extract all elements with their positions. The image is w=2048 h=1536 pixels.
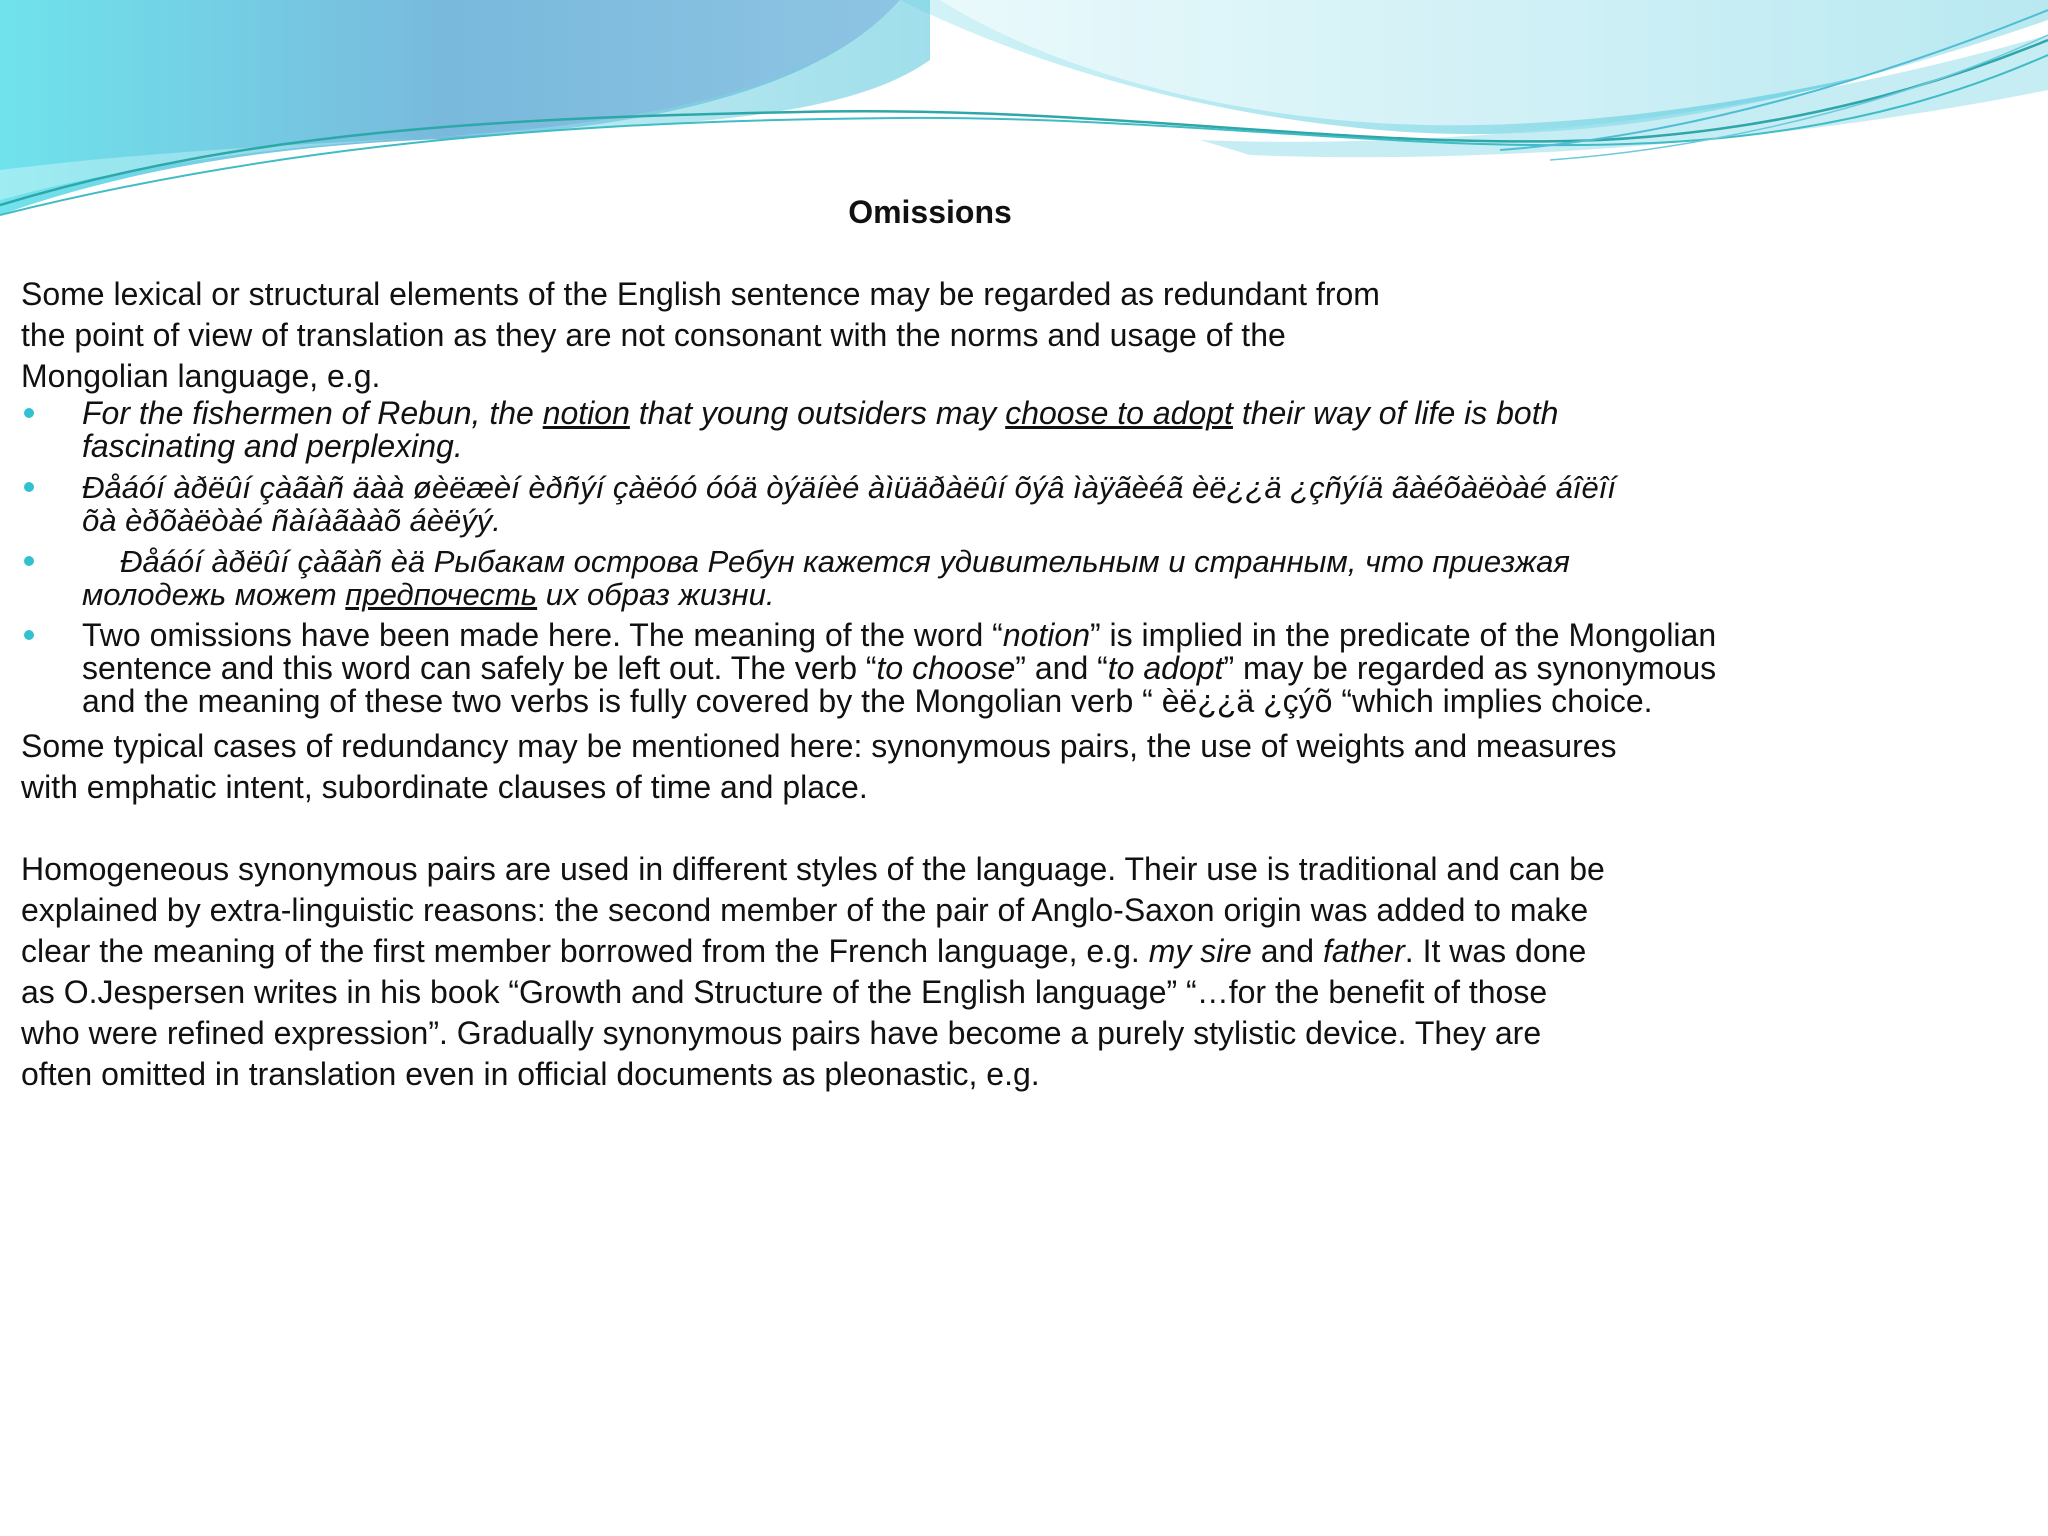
content-area	[21, 192, 1821, 1095]
bullet-dot-icon	[21, 627, 37, 643]
slide-title: Omissions	[848, 194, 1012, 230]
bullet-dot-icon	[21, 405, 37, 421]
bullet-explanation: Two omissions have been made here. The meaning of the word “notion” is implied in the predicate of the Mongolian sentence and this word can safely be left out. The verb “to choose” and “to adopt” may be regarded as synonymous and the meaning of these two verbs is fully covered by the Mongolian verb “ èë¿¿ä ¿çýõ “which implies choice.	[21, 619, 1821, 718]
bullet-dot-icon	[21, 479, 37, 495]
example-bullet-list	[21, 397, 1821, 718]
intro-line-3: Mongolian language, e.g.	[21, 358, 381, 394]
bullet-russian-example: Ðåáóí àðëûí çàãàñ èä Рыбакам острова Ребун кажется удивительным и странным, что приезжая молодежь может предпочесть их образ жизни.	[21, 545, 1821, 611]
bullet-mongolian-example: Ðåáóí àðëûí çàãàñ äàà øèëæèí èðñýí çàëóó óóä òýäíèé àìüäðàëûí õýâ ìàÿãèéã èë¿¿ä ¿çñýíä ãàéõàëòàé áîëîí õà èðõàëòàé ñàíàãààõ áèëýý.	[21, 471, 1821, 537]
bullet-dot-icon	[21, 553, 37, 569]
homogeneous-pairs-paragraph: Homogeneous synonymous pairs are used in different styles of the language. Their use is traditional and can be explained by extra-linguistic reasons: the second member of the pair of Anglo-Saxon origin was added to make clear the meaning of the first member borrowed from the French language, e.g. my sire and father. It was done as O.Jespersen writes in his book “Growth and Structure of the English language” “…for the benefit of those who were refined expression”. Gradually synonymous pairs have become a purely stylistic device. They are often omitted in translation even in official documents as pleonastic, e.g.	[21, 851, 1605, 1092]
intro-paragraph	[21, 274, 1821, 397]
underlined-choose-to-adopt: choose to adopt	[1005, 395, 1233, 431]
intro-line-2: the point of view of translation as they are not consonant with the norms and usage of the	[21, 317, 1286, 353]
underlined-notion: notion	[542, 395, 630, 431]
underlined-prefer: предпочесть	[345, 577, 538, 612]
intro-line-1: Some lexical or structural elements of the English sentence may be regarded as redundant from	[21, 276, 1380, 312]
typical-cases-paragraph: Some typical cases of redundancy may be mentioned here: synonymous pairs, the use of weights and measures with emphatic intent, subordinate clauses of time and place.	[21, 728, 1617, 805]
bullet-english-example: For the fishermen of Rebun, the notion that young outsiders may choose to adopt their way of life is both fascinating and perplexing.	[21, 397, 1821, 463]
